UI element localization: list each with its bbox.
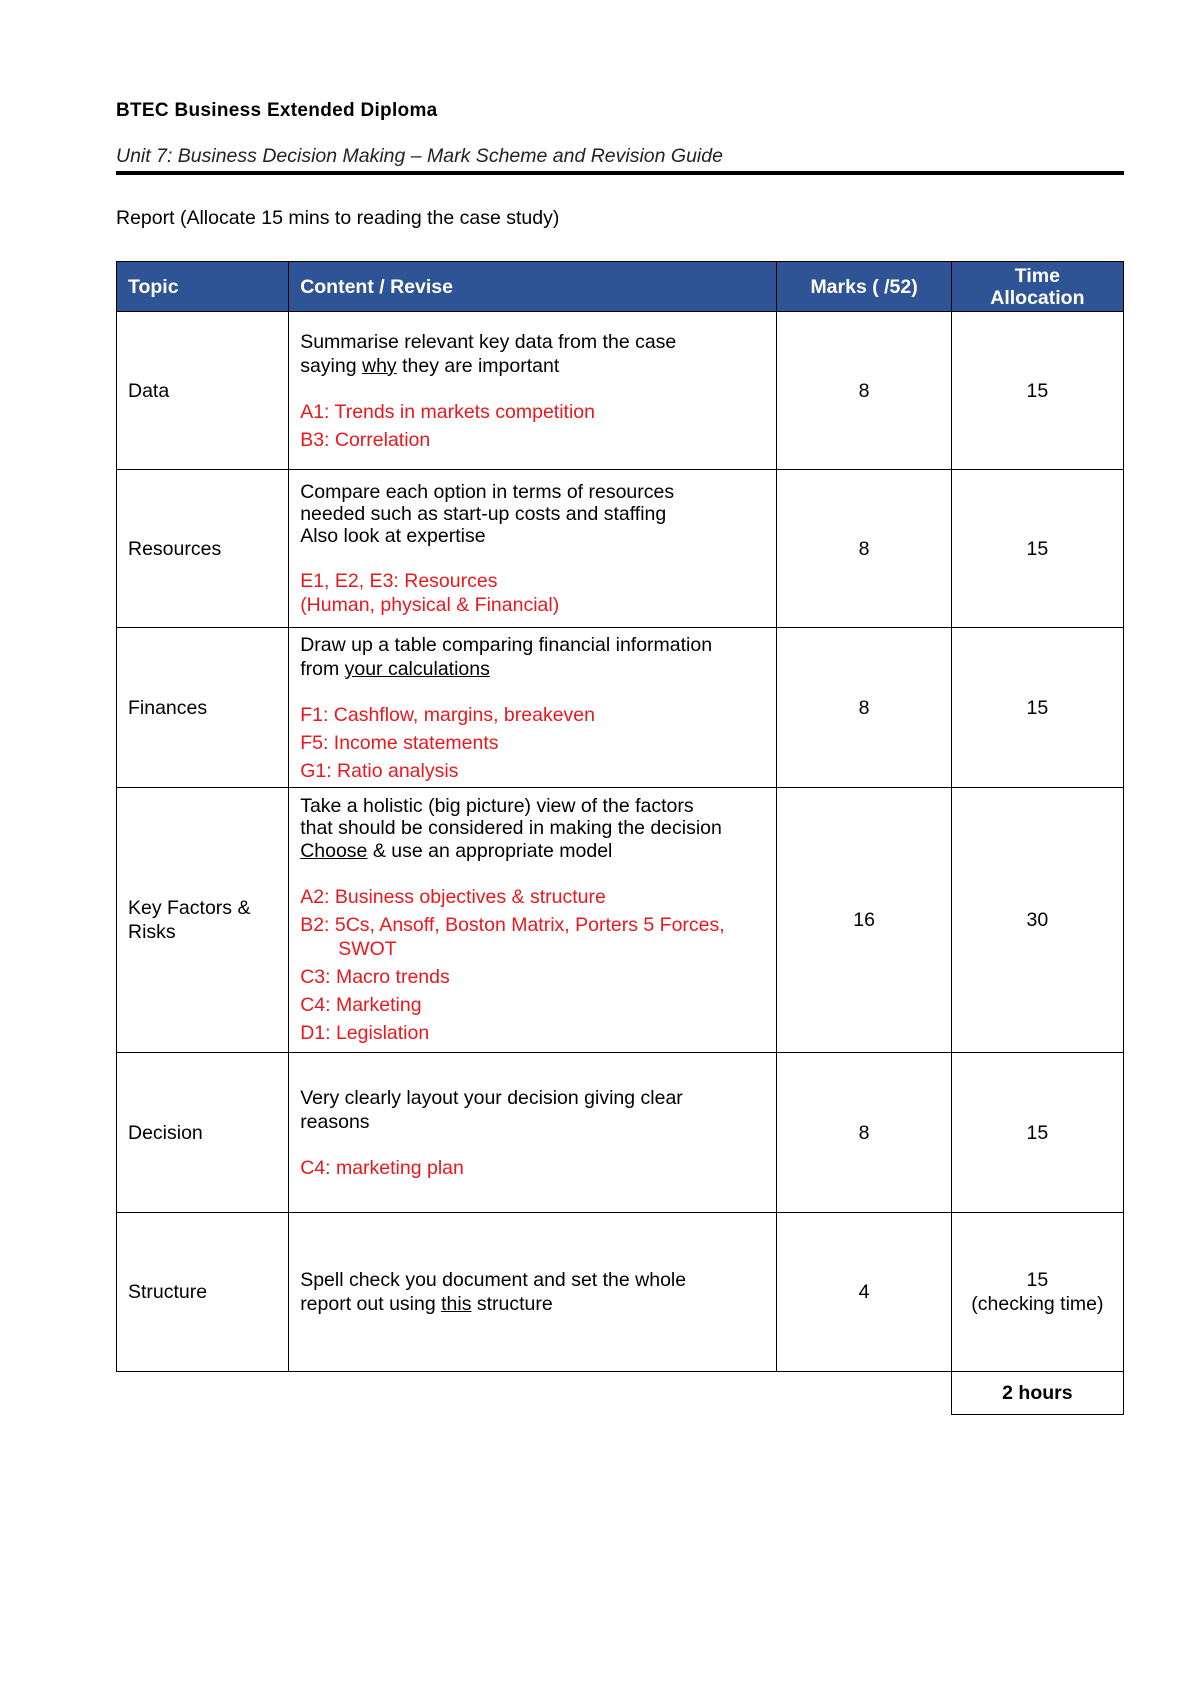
marks-cell: 8 [777, 628, 951, 788]
table-header-row [117, 262, 1124, 312]
table-row [117, 788, 1124, 1053]
header-marks: Marks ( /52) [777, 262, 951, 312]
time-value: 15 [1026, 1269, 1049, 1291]
content-underlined: Choose [300, 840, 368, 862]
content-cell [289, 1053, 777, 1213]
content-line [300, 1292, 765, 1316]
spec-reference: B2: 5Cs, Ansoff, Boston Matrix, Porters 5 Forces, SWOT [300, 914, 725, 960]
content-text: & use an appropriate model [367, 840, 613, 862]
time-cell [951, 1213, 1123, 1372]
spec-reference: (Human, physical & Financial) [300, 593, 560, 616]
header-content: Content / Revise [289, 262, 777, 312]
time-note: (checking time) [971, 1293, 1104, 1315]
topic-cell: Data [117, 312, 289, 470]
topic-cell: Structure [117, 1213, 289, 1372]
table-row [117, 470, 1124, 628]
spec-reference: D1: Legislation [300, 1022, 430, 1044]
content-line: reasons [300, 1110, 370, 1133]
title-divider [116, 171, 1124, 175]
spec-reference: B3: Correlation [300, 428, 431, 451]
content-line: Summarise relevant key data from the case [300, 330, 677, 353]
total-row [117, 1372, 1124, 1415]
content-line: Take a holistic (big picture) view of the factors [300, 795, 694, 817]
content-line: that should be considered in making the decision [300, 817, 722, 839]
spec-reference: F5: Income statements [300, 731, 499, 754]
topic-cell: Finances [117, 628, 289, 788]
content-cell [289, 312, 777, 470]
content-line [300, 657, 765, 681]
content-text: they are important [396, 354, 560, 377]
content-underlined: your calculations [344, 657, 490, 680]
document-title: BTEC Business Extended Diploma [116, 100, 438, 121]
content-cell [289, 628, 777, 788]
table-row [117, 1053, 1124, 1213]
time-cell: 30 [951, 788, 1123, 1053]
total-time-cell: 2 hours [951, 1372, 1123, 1415]
mark-scheme-table [116, 261, 1124, 1415]
header-time-line1: Time [1014, 264, 1060, 287]
time-cell: 15 [951, 312, 1123, 470]
content-line: Draw up a table comparing financial information [300, 633, 713, 656]
time-cell: 15 [951, 470, 1123, 628]
spec-reference: C4: marketing plan [300, 1156, 464, 1179]
table-row [117, 1213, 1124, 1372]
spec-reference: C4: Marketing [300, 994, 422, 1016]
content-line: Also look at expertise [300, 524, 486, 547]
content-line [300, 354, 765, 378]
spec-reference: F1: Cashflow, margins, breakeven [300, 703, 595, 726]
table-row [117, 312, 1124, 470]
content-text: from [300, 657, 345, 680]
spec-reference: G1: Ratio analysis [300, 759, 459, 782]
marks-cell: 16 [777, 788, 951, 1053]
content-line: Spell check you document and set the whole [300, 1269, 687, 1291]
header-time-line2: Allocation [990, 286, 1085, 309]
topic-cell: Key Factors & Risks [117, 788, 289, 1053]
header-time-allocation [951, 262, 1123, 312]
content-cell [289, 788, 777, 1053]
document-subtitle: Unit 7: Business Decision Making – Mark Scheme and Revision Guide [116, 145, 723, 167]
time-cell: 15 [951, 1053, 1123, 1213]
topic-cell: Decision [117, 1053, 289, 1213]
content-underlined: why [361, 354, 397, 377]
header-topic: Topic [117, 262, 289, 312]
marks-cell: 4 [777, 1213, 951, 1372]
spec-reference: A2: Business objectives & structure [300, 886, 606, 908]
content-line: needed such as start-up costs and staffing [300, 502, 667, 525]
marks-cell: 8 [777, 312, 951, 470]
content-text: saying [300, 354, 362, 377]
marks-cell: 8 [777, 1053, 951, 1213]
table-row [117, 628, 1124, 788]
spec-reference: C3: Macro trends [300, 966, 450, 988]
spec-reference: E1, E2, E3: Resources [300, 569, 498, 592]
content-line: Very clearly layout your decision giving clear [300, 1086, 683, 1109]
content-cell [289, 470, 777, 628]
intro-text: Report (Allocate 15 mins to reading the case study) [116, 207, 560, 229]
content-line [300, 839, 765, 863]
content-line: Compare each option in terms of resources [300, 480, 675, 503]
time-cell: 15 [951, 628, 1123, 788]
content-text: structure [471, 1293, 553, 1315]
content-underlined: this [441, 1293, 472, 1315]
content-cell [289, 1213, 777, 1372]
spec-reference: A1: Trends in markets competition [300, 400, 595, 423]
content-text: report out using [300, 1293, 442, 1315]
marks-cell: 8 [777, 470, 951, 628]
topic-cell: Resources [117, 470, 289, 628]
